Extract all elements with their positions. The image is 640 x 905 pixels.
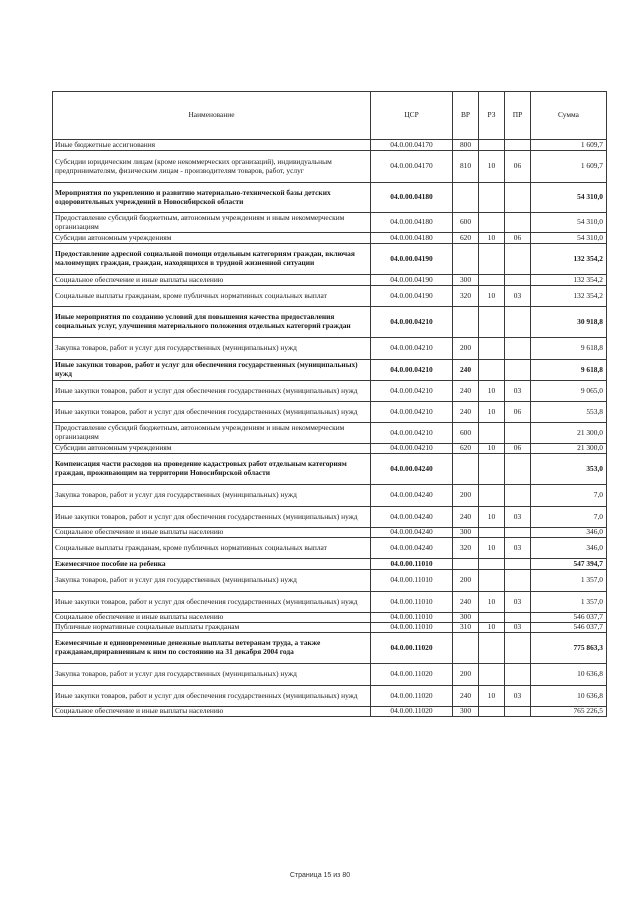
cell-pr	[505, 559, 531, 570]
cell-name: Иные закупки товаров, работ и услуг для обеспечения государственных (муниципальных) нужд	[53, 381, 371, 402]
cell-sum: 346,0	[531, 538, 607, 559]
cell-pr: 03	[505, 592, 531, 613]
cell-rz	[479, 454, 505, 485]
cell-sum: 1 609,7	[531, 151, 607, 183]
cell-rz: 10	[479, 538, 505, 559]
cell-name: Социальное обеспечение и иные выплаты населению	[53, 275, 371, 286]
cell-csr: 04.0.00.11010	[371, 623, 453, 633]
cell-vr	[453, 307, 479, 338]
cell-vr: 200	[453, 570, 479, 592]
cell-rz	[479, 244, 505, 275]
cell-pr	[505, 423, 531, 444]
cell-sum: 1 357,0	[531, 570, 607, 592]
table-row	[53, 286, 607, 307]
page-number: Страница 15 из 80	[289, 872, 351, 879]
cell-csr: 04.0.00.11010	[371, 613, 453, 623]
cell-pr: 06	[505, 151, 531, 183]
table-row	[53, 140, 607, 151]
cell-name: Ежемесячное пособие на ребенка	[53, 559, 371, 570]
table-row	[53, 559, 607, 570]
table-row	[53, 338, 607, 360]
cell-vr: 600	[453, 213, 479, 233]
cell-csr: 04.0.00.11020	[371, 633, 453, 664]
cell-pr	[505, 213, 531, 233]
cell-rz	[479, 275, 505, 286]
cell-name: Субсидии юридическим лицам (кроме некоммерческих организаций), индивидуальным предпринимателям, физическим лицам - производителям товаров, работ, услуг	[53, 151, 371, 183]
table-row	[53, 664, 607, 686]
cell-sum: 30 918,8	[531, 307, 607, 338]
cell-name: Компенсация части расходов на проведение кадастровых работ отдельным категориям граждан, проживающим на территории Новосибирской области	[53, 454, 371, 485]
cell-name: Социальное обеспечение и иные выплаты населению	[53, 707, 371, 717]
cell-pr: 06	[505, 444, 531, 454]
cell-pr: 06	[505, 402, 531, 423]
cell-sum: 9 618,8	[531, 360, 607, 381]
header-sum: Сумма	[531, 92, 607, 140]
table-row	[53, 233, 607, 244]
cell-vr: 240	[453, 507, 479, 528]
cell-vr: 310	[453, 623, 479, 633]
cell-vr	[453, 183, 479, 213]
table-row	[53, 570, 607, 592]
cell-rz	[479, 423, 505, 444]
cell-csr: 04.0.00.04190	[371, 275, 453, 286]
cell-vr: 320	[453, 538, 479, 559]
cell-pr	[505, 140, 531, 151]
table-row	[53, 613, 607, 623]
cell-name: Иные мероприятия по созданию условий для повышения качества предоставления социальных услуг, улучшения материального положения отдельных категорий граждан	[53, 307, 371, 338]
cell-rz	[479, 183, 505, 213]
cell-pr	[505, 244, 531, 275]
cell-sum: 10 636,8	[531, 664, 607, 686]
cell-name: Закупка товаров, работ и услуг для государственных (муниципальных) нужд	[53, 664, 371, 686]
cell-pr: 03	[505, 686, 531, 707]
header-name: Наименование	[53, 92, 371, 140]
cell-rz: 10	[479, 286, 505, 307]
cell-csr: 04.0.00.11010	[371, 592, 453, 613]
cell-name: Закупка товаров, работ и услуг для государственных (муниципальных) нужд	[53, 338, 371, 360]
cell-csr: 04.0.00.11020	[371, 664, 453, 686]
table-row	[53, 623, 607, 633]
cell-csr: 04.0.00.04210	[371, 338, 453, 360]
cell-name: Предоставление адресной социальной помощи отдельным категориям граждан, включая малоимущих граждан, граждан, находящихся в трудной жизненной ситуации	[53, 244, 371, 275]
cell-csr: 04.0.00.04240	[371, 485, 453, 507]
cell-name: Иные закупки товаров, работ и услуг для обеспечения государственных (муниципальных) нужд	[53, 402, 371, 423]
cell-name: Субсидии автономным учреждениям	[53, 444, 371, 454]
table-row	[53, 360, 607, 381]
cell-csr: 04.0.00.04240	[371, 528, 453, 538]
cell-pr	[505, 570, 531, 592]
cell-name: Закупка товаров, работ и услуг для государственных (муниципальных) нужд	[53, 485, 371, 507]
cell-pr	[505, 485, 531, 507]
table-row	[53, 444, 607, 454]
cell-rz	[479, 338, 505, 360]
cell-rz: 10	[479, 381, 505, 402]
cell-sum: 9 065,0	[531, 381, 607, 402]
cell-sum: 54 310,0	[531, 183, 607, 213]
table-row	[53, 707, 607, 717]
table-row	[53, 633, 607, 664]
cell-rz	[479, 707, 505, 717]
table-row	[53, 528, 607, 538]
table-row	[53, 275, 607, 286]
cell-csr: 04.0.00.04210	[371, 423, 453, 444]
table-row	[53, 507, 607, 528]
cell-pr	[505, 338, 531, 360]
table-row	[53, 381, 607, 402]
cell-sum: 553,8	[531, 402, 607, 423]
cell-rz: 10	[479, 233, 505, 244]
cell-pr: 03	[505, 381, 531, 402]
cell-sum: 765 226,5	[531, 707, 607, 717]
cell-sum: 1 357,0	[531, 592, 607, 613]
cell-csr: 04.0.00.04240	[371, 454, 453, 485]
cell-sum: 7,0	[531, 507, 607, 528]
cell-csr: 04.0.00.04170	[371, 151, 453, 183]
budget-table	[52, 91, 607, 717]
cell-pr	[505, 183, 531, 213]
cell-vr: 200	[453, 338, 479, 360]
cell-csr: 04.0.00.04170	[371, 140, 453, 151]
cell-sum: 346,0	[531, 528, 607, 538]
cell-csr: 04.0.00.04190	[371, 244, 453, 275]
cell-name: Субсидии автономным учреждениям	[53, 233, 371, 244]
cell-sum: 21 300,0	[531, 444, 607, 454]
cell-name: Иные закупки товаров, работ и услуг для обеспечения государственных (муниципальных) нужд	[53, 686, 371, 707]
cell-vr: 300	[453, 613, 479, 623]
cell-csr: 04.0.00.11010	[371, 559, 453, 570]
cell-pr: 03	[505, 507, 531, 528]
table-row	[53, 244, 607, 275]
cell-pr	[505, 633, 531, 664]
cell-vr: 600	[453, 423, 479, 444]
cell-name: Социальное обеспечение и иные выплаты населению	[53, 528, 371, 538]
cell-sum: 54 310,0	[531, 213, 607, 233]
cell-name: Иные закупки товаров, работ и услуг для обеспечения государственных (муниципальных) нужд	[53, 360, 371, 381]
cell-sum: 132 354,2	[531, 275, 607, 286]
cell-rz	[479, 485, 505, 507]
cell-csr: 04.0.00.04180	[371, 183, 453, 213]
cell-csr: 04.0.00.04210	[371, 307, 453, 338]
cell-pr: 03	[505, 286, 531, 307]
cell-name: Иные закупки товаров, работ и услуг для обеспечения государственных (муниципальных) нужд	[53, 507, 371, 528]
cell-csr: 04.0.00.04190	[371, 286, 453, 307]
cell-rz	[479, 570, 505, 592]
cell-name: Публичные нормативные социальные выплаты гражданам	[53, 623, 371, 633]
cell-rz	[479, 633, 505, 664]
table-row	[53, 485, 607, 507]
cell-rz: 10	[479, 507, 505, 528]
cell-name: Иные бюджетные ассигнования	[53, 140, 371, 151]
cell-sum: 547 394,7	[531, 559, 607, 570]
cell-rz	[479, 360, 505, 381]
cell-sum: 1 609,7	[531, 140, 607, 151]
cell-rz	[479, 559, 505, 570]
cell-vr: 240	[453, 381, 479, 402]
cell-rz	[479, 613, 505, 623]
cell-sum: 9 618,8	[531, 338, 607, 360]
header-pr: ПР	[505, 92, 531, 140]
cell-rz	[479, 213, 505, 233]
table-row	[53, 183, 607, 213]
cell-rz	[479, 140, 505, 151]
cell-pr: 06	[505, 233, 531, 244]
cell-csr: 04.0.00.11010	[371, 570, 453, 592]
cell-sum: 10 636,8	[531, 686, 607, 707]
cell-name: Закупка товаров, работ и услуг для государственных (муниципальных) нужд	[53, 570, 371, 592]
cell-csr: 04.0.00.11020	[371, 707, 453, 717]
cell-sum: 54 310,0	[531, 233, 607, 244]
cell-name: Предоставление субсидий бюджетным, автономным учреждениям и иным некоммерческим организациям	[53, 423, 371, 444]
header-rz: РЗ	[479, 92, 505, 140]
table-header-row	[53, 92, 607, 140]
cell-vr: 240	[453, 592, 479, 613]
cell-sum: 132 354,2	[531, 244, 607, 275]
cell-sum: 775 863,3	[531, 633, 607, 664]
cell-vr: 200	[453, 485, 479, 507]
cell-name: Социальное обеспечение и иные выплаты населению	[53, 613, 371, 623]
cell-vr: 300	[453, 528, 479, 538]
cell-name: Иные закупки товаров, работ и услуг для обеспечения государственных (муниципальных) нужд	[53, 592, 371, 613]
cell-pr	[505, 528, 531, 538]
cell-pr: 03	[505, 538, 531, 559]
cell-csr: 04.0.00.11020	[371, 686, 453, 707]
cell-csr: 04.0.00.04240	[371, 538, 453, 559]
cell-pr	[505, 454, 531, 485]
cell-vr: 240	[453, 686, 479, 707]
cell-vr: 320	[453, 286, 479, 307]
cell-vr: 240	[453, 402, 479, 423]
cell-name: Социальные выплаты гражданам, кроме публичных нормативных социальных выплат	[53, 538, 371, 559]
cell-csr: 04.0.00.04180	[371, 213, 453, 233]
cell-name: Предоставление субсидий бюджетным, автономным учреждениям и иным некоммерческим организациям	[53, 213, 371, 233]
cell-rz: 10	[479, 686, 505, 707]
cell-sum: 353,0	[531, 454, 607, 485]
cell-csr: 04.0.00.04240	[371, 507, 453, 528]
cell-pr	[505, 664, 531, 686]
cell-rz: 10	[479, 592, 505, 613]
cell-vr: 810	[453, 151, 479, 183]
cell-csr: 04.0.00.04210	[371, 381, 453, 402]
cell-csr: 04.0.00.04210	[371, 444, 453, 454]
header-vr: ВР	[453, 92, 479, 140]
cell-vr	[453, 633, 479, 664]
table-row	[53, 686, 607, 707]
cell-rz	[479, 664, 505, 686]
cell-vr: 300	[453, 707, 479, 717]
cell-sum: 546 037,7	[531, 623, 607, 633]
cell-csr: 04.0.00.04180	[371, 233, 453, 244]
cell-pr	[505, 275, 531, 286]
cell-sum: 21 300,0	[531, 423, 607, 444]
cell-sum: 7,0	[531, 485, 607, 507]
cell-vr: 800	[453, 140, 479, 151]
cell-name: Социальные выплаты гражданам, кроме публичных нормативных социальных выплат	[53, 286, 371, 307]
cell-vr	[453, 244, 479, 275]
table-row	[53, 454, 607, 485]
cell-rz	[479, 528, 505, 538]
cell-pr	[505, 307, 531, 338]
cell-rz: 10	[479, 151, 505, 183]
cell-vr: 300	[453, 275, 479, 286]
cell-rz: 10	[479, 444, 505, 454]
cell-pr	[505, 707, 531, 717]
cell-vr: 620	[453, 444, 479, 454]
cell-vr: 200	[453, 664, 479, 686]
table-row	[53, 592, 607, 613]
cell-csr: 04.0.00.04210	[371, 402, 453, 423]
table-row	[53, 213, 607, 233]
cell-pr: 03	[505, 623, 531, 633]
cell-vr	[453, 454, 479, 485]
header-csr: ЦСР	[371, 92, 453, 140]
table-row	[53, 307, 607, 338]
cell-pr	[505, 360, 531, 381]
cell-sum: 132 354,2	[531, 286, 607, 307]
table-row	[53, 423, 607, 444]
cell-pr	[505, 613, 531, 623]
cell-vr: 240	[453, 360, 479, 381]
cell-rz	[479, 307, 505, 338]
cell-rz: 10	[479, 402, 505, 423]
table-body	[53, 140, 607, 717]
cell-name: Мероприятия по укреплению и развитию материально-технической базы детских оздоровительных учреждений в Новосибирской области	[53, 183, 371, 213]
cell-vr: 620	[453, 233, 479, 244]
cell-name: Ежемесячные и единовременные денежные выплаты ветеранам труда, а также гражданам,приравненным к ним по состоянию на 31 декабря 2004 года	[53, 633, 371, 664]
cell-sum: 546 037,7	[531, 613, 607, 623]
cell-vr	[453, 559, 479, 570]
table-row	[53, 151, 607, 183]
cell-csr: 04.0.00.04210	[371, 360, 453, 381]
table-row	[53, 538, 607, 559]
cell-rz: 10	[479, 623, 505, 633]
table-row	[53, 402, 607, 423]
